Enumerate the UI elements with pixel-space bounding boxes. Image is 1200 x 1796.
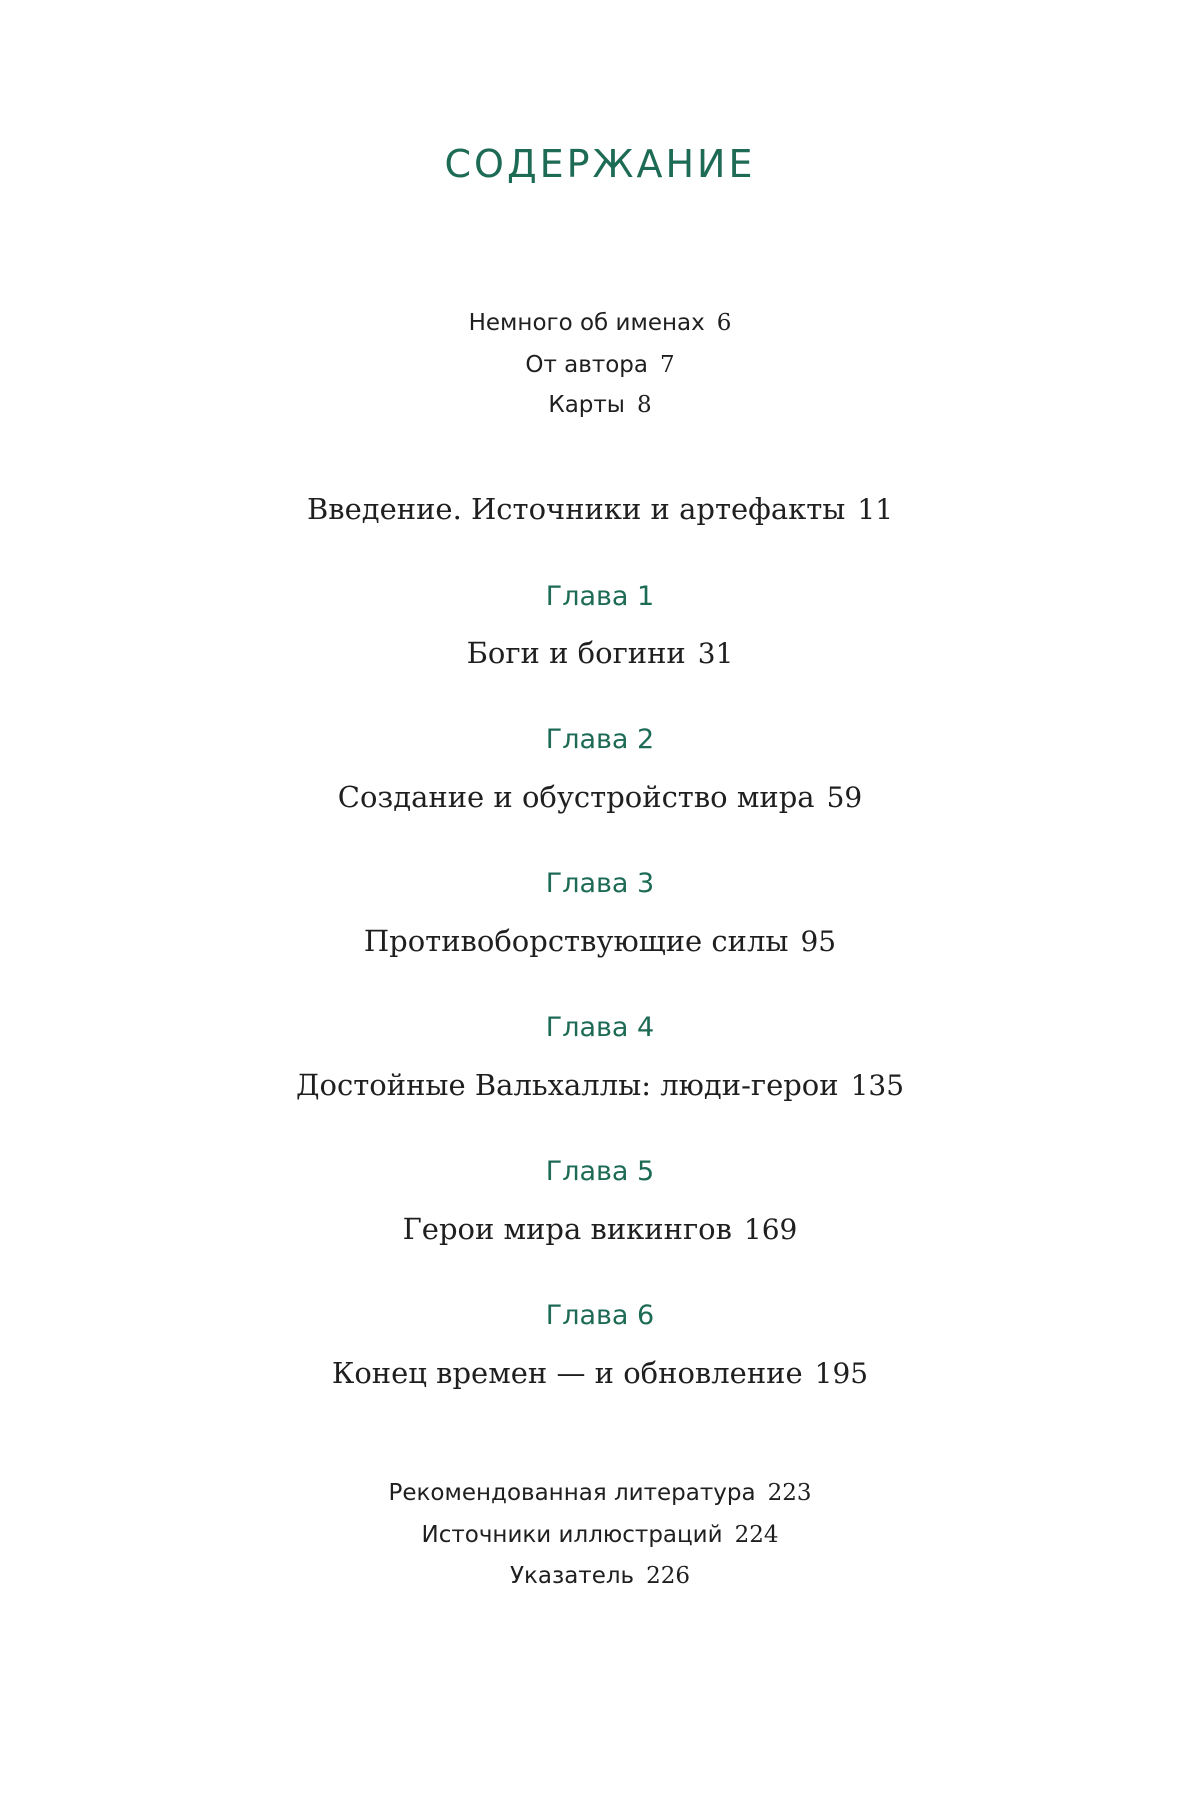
toc-entry-chapter-1[interactable] xyxy=(0,634,1200,673)
toc-entry-page-number: 195 xyxy=(814,1357,869,1390)
toc-entry-label: Немного об именах xyxy=(468,310,705,336)
toc-entry-label: Введение. Источники и артефакты xyxy=(306,492,846,526)
toc-entry-page-number: 59 xyxy=(826,781,863,814)
toc-entry-label: Противоборствующие силы xyxy=(363,924,789,958)
chapter-heading-1: Глава 1 xyxy=(545,581,655,612)
toc-entry-page-number: 169 xyxy=(743,1213,798,1246)
chapter-heading-5: Глава 5 xyxy=(545,1156,655,1187)
toc-entry-front-1[interactable] xyxy=(0,308,1200,338)
toc-entry-label: Герои мира викингов xyxy=(402,1212,732,1246)
chapter-heading-6: Глава 6 xyxy=(545,1300,655,1331)
toc-entry-label: Достойные Вальхаллы: люди-герои xyxy=(295,1068,839,1102)
toc-entry-label: Рекомендованная литература xyxy=(388,1480,756,1506)
toc-entry-page-number: 7 xyxy=(660,352,675,378)
toc-entry-page-number: 11 xyxy=(857,493,894,526)
toc-entry-label: Карты xyxy=(548,392,625,418)
toc-entry-page-number: 31 xyxy=(697,637,734,670)
chapter-heading-2: Глава 2 xyxy=(545,724,655,755)
toc-entry-label: Источники иллюстраций xyxy=(421,1522,723,1548)
toc-entry-back-1[interactable] xyxy=(0,1478,1200,1508)
toc-entry-page-number: 224 xyxy=(734,1522,779,1548)
toc-entry-label: Указатель xyxy=(509,1563,635,1589)
chapter-heading-4: Глава 4 xyxy=(545,1012,655,1043)
toc-entry-introduction[interactable] xyxy=(0,490,1200,529)
chapter-heading-3: Глава 3 xyxy=(545,868,655,899)
toc-entry-chapter-6[interactable] xyxy=(0,1354,1200,1393)
toc-entry-label: От автора xyxy=(525,352,648,378)
toc-entry-front-2[interactable] xyxy=(0,350,1200,380)
toc-entry-label: Создание и обустройство мира xyxy=(337,780,815,814)
toc-entry-front-3[interactable] xyxy=(0,390,1200,420)
toc-entry-page-number: 95 xyxy=(800,925,837,958)
toc-entry-page-number: 8 xyxy=(636,392,652,418)
toc-entry-chapter-2[interactable] xyxy=(0,778,1200,817)
toc-entry-back-3[interactable] xyxy=(0,1561,1200,1591)
toc-entry-label: Боги и богини xyxy=(466,636,686,670)
toc-entry-page-number: 223 xyxy=(767,1480,812,1506)
toc-entry-page-number: 135 xyxy=(850,1069,905,1102)
page-title: СОДЕРЖАНИЕ xyxy=(444,142,756,186)
toc-entry-page-number: 226 xyxy=(646,1563,691,1589)
toc-entry-chapter-4[interactable] xyxy=(0,1066,1200,1105)
toc-entry-page-number: 6 xyxy=(716,310,732,336)
toc-entry-chapter-3[interactable] xyxy=(0,922,1200,961)
toc-entry-label: Конец времен — и обновление xyxy=(331,1356,803,1390)
toc-entry-back-2[interactable] xyxy=(0,1520,1200,1550)
toc-entry-chapter-5[interactable] xyxy=(0,1210,1200,1249)
